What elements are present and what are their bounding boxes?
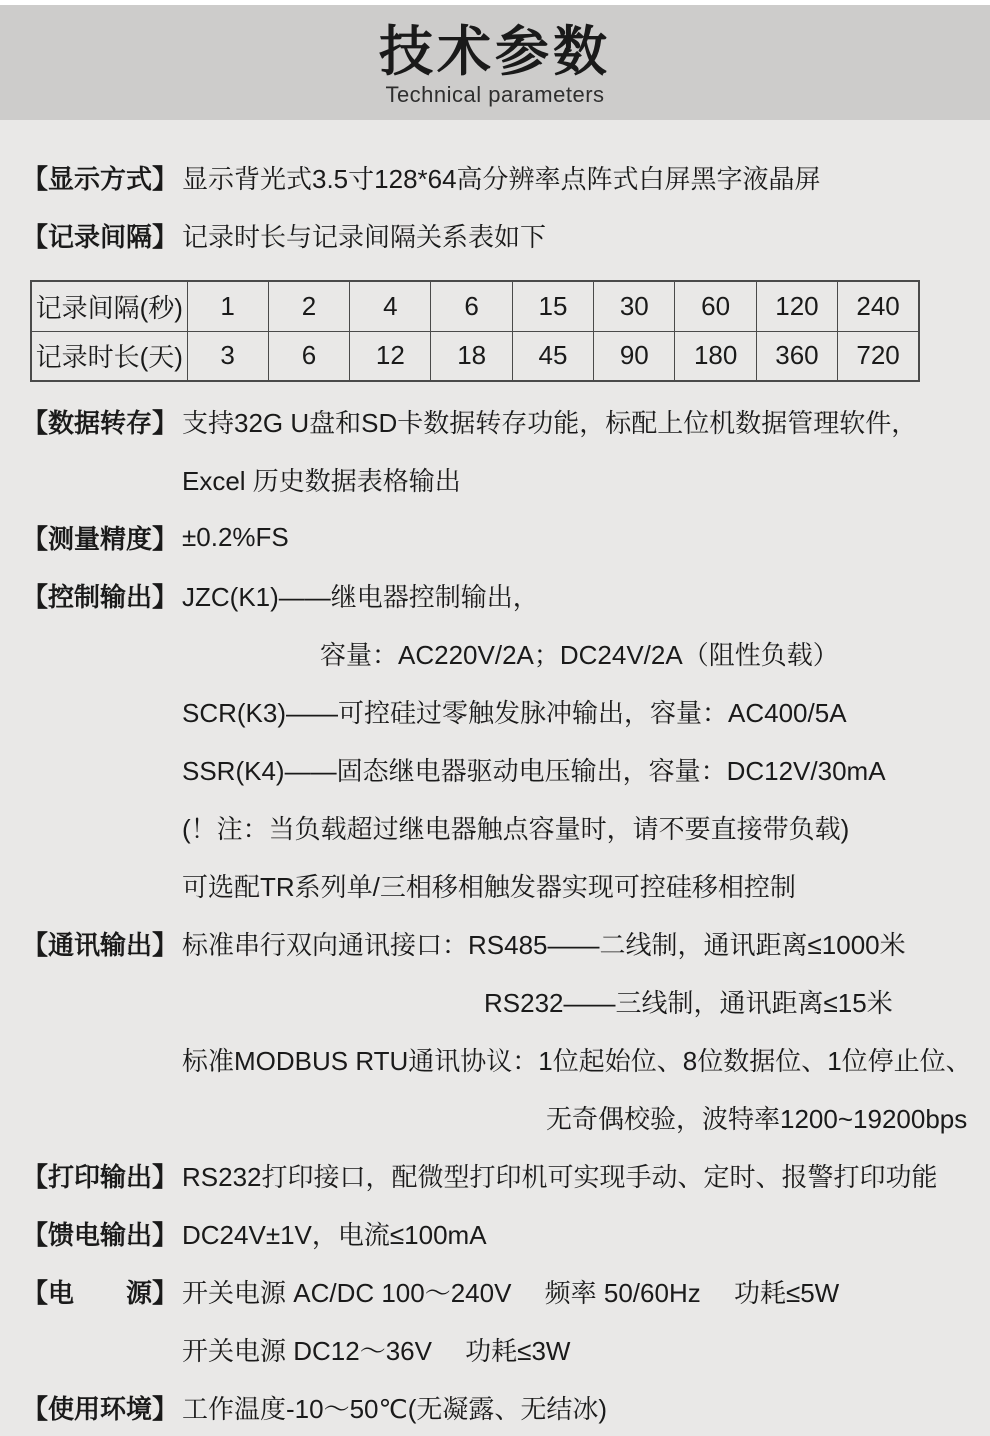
spec-row	[22, 1146, 970, 1204]
table-cell: 90	[594, 331, 675, 381]
record-interval-table	[30, 280, 920, 382]
spec-line	[182, 1262, 970, 1320]
spec-line	[182, 1088, 970, 1146]
table-cell: 120	[756, 281, 837, 331]
page-subtitle: Technical parameters	[385, 82, 605, 108]
spec-list	[0, 120, 990, 1436]
table-cell: 15	[512, 281, 593, 331]
spec-line-text: RS232打印接口，配微型打印机可实现手动、定时、报警打印功能	[182, 1161, 938, 1192]
spec-content	[182, 1146, 970, 1204]
spec-line	[182, 1146, 970, 1204]
spec-label: 【数据转存】	[22, 407, 179, 438]
spec-line-text: 标准MODBUS RTU通讯协议：1位起始位、8位数据位、1位停止位、	[182, 1045, 972, 1076]
spec-line-text: 无奇偶校验，波特率1200~19200bps	[546, 1103, 968, 1134]
spec-line-text: 工作温度-10～50℃(无凝露、无结冰)	[182, 1393, 608, 1424]
spec-line	[182, 624, 970, 682]
spec-line-text: ±0.2%FS	[182, 521, 289, 552]
spec-line	[182, 1030, 970, 1088]
table-row-header: 记录时长(天)	[31, 331, 187, 381]
spec-content	[182, 206, 970, 264]
spec-row	[22, 206, 970, 264]
spec-row	[22, 566, 970, 914]
spec-line-text: 容量：AC220V/2A；DC24V/2A（阻性负载）	[320, 639, 839, 670]
spec-line-text: Excel 历史数据表格输出	[182, 465, 461, 496]
spec-label: 【电 源】	[22, 1277, 179, 1308]
spec-line-text: RS232——三线制，通讯距离≤15米	[484, 987, 893, 1018]
spec-line	[182, 740, 970, 798]
table-cell: 60	[675, 281, 756, 331]
spec-row	[22, 392, 970, 508]
table-cell: 3	[187, 331, 268, 381]
table-cell: 360	[756, 331, 837, 381]
spec-row	[22, 914, 970, 1146]
spec-line-text: 开关电源 AC/DC 100～240V 频率 50/60Hz 功耗≤5W	[182, 1277, 840, 1308]
spec-line-text: 记录时长与记录间隔关系表如下	[182, 221, 547, 252]
table-cell: 6	[431, 281, 512, 331]
spec-line	[182, 508, 970, 566]
spec-line	[182, 392, 970, 450]
spec-content	[182, 566, 970, 914]
title-banner	[0, 5, 990, 120]
table-cell: 720	[838, 331, 919, 381]
table-cell: 12	[350, 331, 431, 381]
spec-content	[182, 148, 970, 206]
spec-line	[182, 1204, 970, 1262]
spec-line	[182, 914, 970, 972]
spec-line-text: (！注：当负载超过继电器触点容量时，请不要直接带负载)	[182, 813, 850, 844]
spec-line	[182, 148, 970, 206]
spec-content	[182, 392, 970, 508]
table-cell: 240	[838, 281, 919, 331]
spec-label: 【使用环境】	[22, 1393, 179, 1424]
spec-line	[182, 566, 970, 624]
table-cell: 2	[268, 281, 349, 331]
spec-line-text: 标准串行双向通讯接口：RS485——二线制，通讯距离≤1000米	[182, 929, 906, 960]
spec-row	[22, 1378, 970, 1436]
table-cell: 18	[431, 331, 512, 381]
spec-label: 【记录间隔】	[22, 221, 179, 252]
spec-content	[182, 508, 970, 566]
table-cell: 30	[594, 281, 675, 331]
spec-label: 【打印输出】	[22, 1161, 179, 1192]
spec-label: 【测量精度】	[22, 523, 179, 554]
spec-line	[182, 450, 970, 508]
spec-line	[182, 682, 970, 740]
spec-content	[182, 1262, 970, 1378]
spec-content	[182, 914, 970, 1146]
spec-label: 【控制输出】	[22, 581, 179, 612]
spec-line-text: SSR(K4)——固态继电器驱动电压输出，容量：DC12V/30mA	[182, 755, 886, 786]
spec-line-text: JZC(K1)——继电器控制输出，	[182, 581, 539, 612]
spec-line-text: 可选配TR系列单/三相移相触发器实现可控硅移相控制	[182, 871, 796, 902]
spec-line-text: DC24V±1V，电流≤100mA	[182, 1219, 487, 1250]
table-cell: 1	[187, 281, 268, 331]
spec-content	[182, 1204, 970, 1262]
spec-line	[182, 206, 970, 264]
spec-content	[182, 1378, 970, 1436]
spec-line-text: SCR(K3)——可控硅过零触发脉冲输出，容量：AC400/5A	[182, 697, 847, 728]
table-cell: 45	[512, 331, 593, 381]
spec-line	[182, 856, 970, 914]
spec-label: 【显示方式】	[22, 163, 179, 194]
table-row-header: 记录间隔(秒)	[31, 281, 187, 331]
table-row	[31, 281, 919, 331]
spec-row	[22, 148, 970, 206]
spec-row	[22, 1262, 970, 1378]
spec-label: 【通讯输出】	[22, 929, 179, 960]
spec-line-text: 开关电源 DC12～36V 功耗≤3W	[182, 1335, 571, 1366]
spec-line-text: 支持32G U盘和SD卡数据转存功能，标配上位机数据管理软件，	[182, 407, 918, 438]
spec-line	[182, 1378, 970, 1436]
spec-line	[182, 972, 970, 1030]
spec-row	[22, 508, 970, 566]
spec-line	[182, 1320, 970, 1378]
table-cell: 180	[675, 331, 756, 381]
table-cell: 4	[350, 281, 431, 331]
page-title: 技术参数	[379, 22, 611, 82]
spec-line-text: 显示背光式3.5寸128*64高分辨率点阵式白屏黑字液晶屏	[182, 163, 821, 194]
spec-label: 【馈电输出】	[22, 1219, 179, 1250]
table-row	[31, 331, 919, 381]
spec-line	[182, 798, 970, 856]
spec-row	[22, 1204, 970, 1262]
table-cell: 6	[268, 331, 349, 381]
